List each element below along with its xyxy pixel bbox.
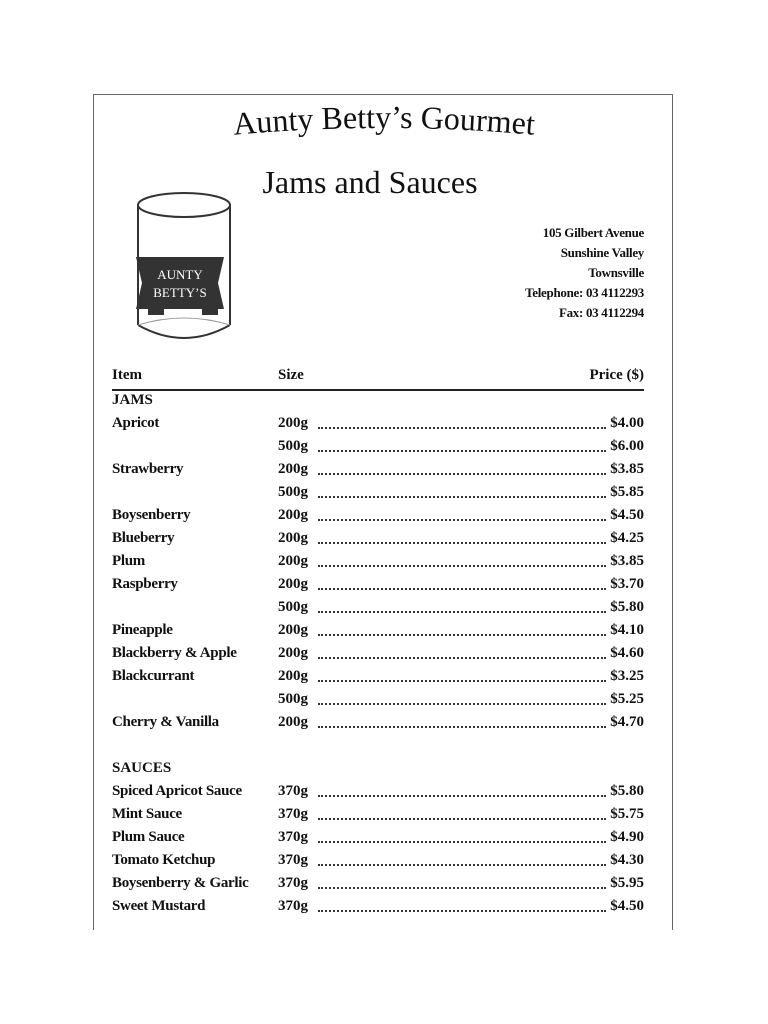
price-list-page <box>93 94 673 930</box>
item-price: $5.95 <box>610 875 644 891</box>
item-price: $5.75 <box>610 806 644 822</box>
section-heading: SAUCES <box>112 760 172 776</box>
table-row <box>112 619 644 642</box>
dot-leader <box>318 680 606 682</box>
item-price: $4.30 <box>610 852 644 868</box>
item-size: 500g <box>278 599 308 615</box>
item-price: $4.00 <box>610 415 644 431</box>
section-heading: JAMS <box>112 392 153 408</box>
item-name: Mint Sauce <box>112 806 182 822</box>
table-header <box>112 367 644 391</box>
address-fax: Fax: 03 4112294 <box>558 305 644 320</box>
table-row <box>112 849 644 872</box>
table-row <box>112 826 644 849</box>
item-price: $4.90 <box>610 829 644 845</box>
item-size: 500g <box>278 438 308 454</box>
item-name: Blackcurrant <box>112 668 195 684</box>
item-name: Pineapple <box>112 622 173 638</box>
logo-label-line-2: BETTY’S <box>153 285 207 300</box>
item-size: 370g <box>278 783 308 799</box>
dot-leader <box>318 519 606 521</box>
item-size: 500g <box>278 484 308 500</box>
dot-leader <box>318 795 606 797</box>
table-row <box>112 550 644 573</box>
item-price: $5.80 <box>610 599 644 615</box>
title-line-1: Aunty Betty’s Gourmet <box>231 98 537 142</box>
address-street: 105 Gilbert Avenue <box>542 225 644 240</box>
table-row <box>112 504 644 527</box>
item-price: $4.10 <box>610 622 644 638</box>
item-name: Blackberry & Apple <box>112 645 237 661</box>
address-telephone: Telephone: 03 4112293 <box>525 285 644 300</box>
table-row <box>112 895 644 918</box>
item-name: Apricot <box>112 415 160 431</box>
item-price: $3.85 <box>610 553 644 569</box>
table-row <box>112 665 644 688</box>
item-size: 200g <box>278 553 308 569</box>
dot-leader <box>318 887 606 889</box>
item-size: 200g <box>278 507 308 523</box>
dot-leader <box>318 864 606 866</box>
table-row <box>112 688 644 711</box>
table-row <box>112 780 644 803</box>
dot-leader <box>318 657 606 659</box>
address-area: Sunshine Valley <box>560 245 644 260</box>
svg-text:Aunty Betty’s Gourmet <box>232 99 537 142</box>
section-spacer <box>112 734 644 757</box>
table-row <box>112 642 644 665</box>
item-name: Tomato Ketchup <box>112 852 216 868</box>
table-row <box>112 527 644 550</box>
column-header-item: Item <box>112 367 142 383</box>
item-price: $5.85 <box>610 484 644 500</box>
dot-leader <box>318 910 606 912</box>
column-header-price: Price ($) <box>589 367 644 383</box>
item-size: 370g <box>278 829 308 845</box>
item-size: 200g <box>278 576 308 592</box>
item-name: Cherry & Vanilla <box>112 714 219 730</box>
table-row <box>112 481 644 504</box>
item-name: Boysenberry <box>112 507 191 523</box>
dot-leader <box>318 726 606 728</box>
item-size: 200g <box>278 530 308 546</box>
table-row <box>112 872 644 895</box>
logo-label-line-1: AUNTY <box>157 267 203 282</box>
item-price: $4.50 <box>610 898 644 914</box>
item-size: 200g <box>278 645 308 661</box>
table-row <box>112 458 644 481</box>
dot-leader <box>318 542 606 544</box>
item-price: $4.60 <box>610 645 644 661</box>
dot-leader <box>318 634 606 636</box>
table-row <box>112 711 644 734</box>
item-size: 200g <box>278 461 308 477</box>
item-size: 370g <box>278 806 308 822</box>
dot-leader <box>318 841 606 843</box>
item-name: Blueberry <box>112 530 175 546</box>
item-price: $4.50 <box>610 507 644 523</box>
page-title <box>94 95 673 205</box>
dot-leader <box>318 450 606 452</box>
dot-leader <box>318 818 606 820</box>
item-price: $3.85 <box>610 461 644 477</box>
dot-leader <box>318 611 606 613</box>
item-name: Boysenberry & Garlic <box>112 875 249 891</box>
item-name: Plum <box>112 553 145 569</box>
dot-leader <box>318 565 606 567</box>
item-size: 200g <box>278 415 308 431</box>
item-price: $5.80 <box>610 783 644 799</box>
item-name: Raspberry <box>112 576 178 592</box>
dot-leader <box>318 473 606 475</box>
dot-leader <box>318 427 606 429</box>
item-size: 200g <box>278 714 308 730</box>
address-block <box>525 223 644 323</box>
item-size: 500g <box>278 691 308 707</box>
item-price: $4.70 <box>610 714 644 730</box>
jar-logo-icon <box>134 191 234 351</box>
table-row <box>112 596 644 619</box>
item-size: 370g <box>278 875 308 891</box>
address-town: Townsville <box>588 265 644 280</box>
dot-leader <box>318 703 606 705</box>
item-size: 370g <box>278 852 308 868</box>
dot-leader <box>318 496 606 498</box>
item-size: 370g <box>278 898 308 914</box>
item-price: $4.25 <box>610 530 644 546</box>
column-header-size: Size <box>278 367 304 383</box>
item-name: Strawberry <box>112 461 184 477</box>
table-row <box>112 573 644 596</box>
item-name: Sweet Mustard <box>112 898 206 914</box>
item-price: $6.00 <box>610 438 644 454</box>
item-price: $5.25 <box>610 691 644 707</box>
dot-leader <box>318 588 606 590</box>
item-price: $3.70 <box>610 576 644 592</box>
item-name: Spiced Apricot Sauce <box>112 783 242 799</box>
table-row <box>112 435 644 458</box>
title-line-2: Jams and Sauces <box>262 164 478 200</box>
price-table <box>112 389 644 918</box>
item-size: 200g <box>278 668 308 684</box>
table-row <box>112 803 644 826</box>
table-row <box>112 412 644 435</box>
item-size: 200g <box>278 622 308 638</box>
item-price: $3.25 <box>610 668 644 684</box>
item-name: Plum Sauce <box>112 829 185 845</box>
